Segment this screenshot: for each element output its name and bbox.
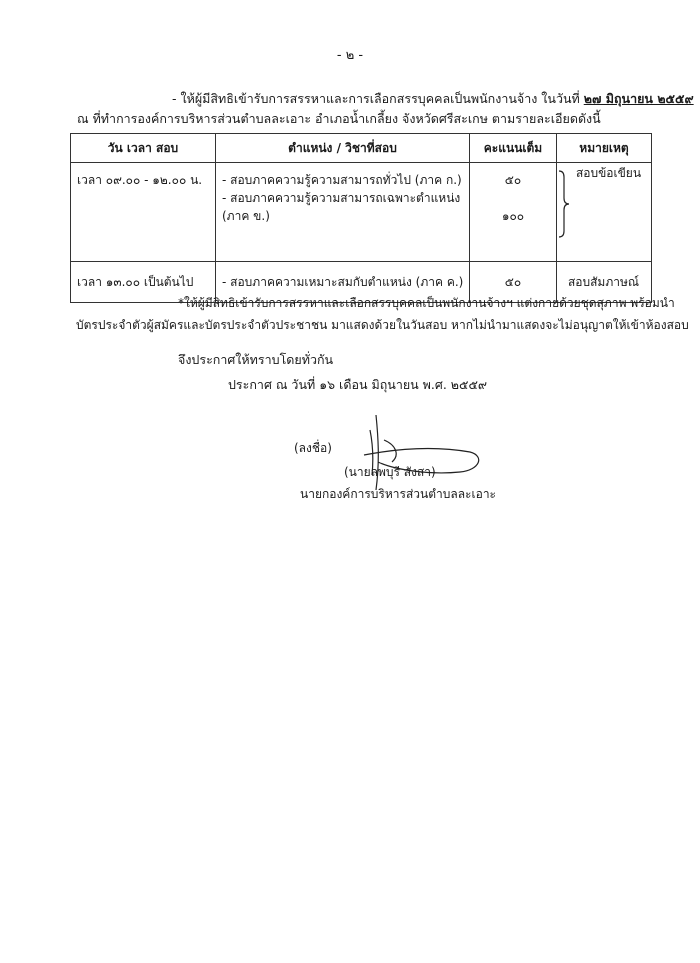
- intro-line-1: [172, 89, 694, 109]
- curly-brace-icon: [557, 169, 571, 239]
- notice-line-2: บัตรประจำตัวผู้สมัครและบัตรประจำตัวประชาชน มาแสดงด้วยในวันสอบ หากไม่นำมาแสดงจะไม่อนุญาตให้เข้าห้องสอบ: [76, 318, 689, 332]
- closing-text: จึงประกาศให้ทราบโดยทั่วกัน: [178, 352, 334, 367]
- subject-item: (ภาค ข.): [222, 209, 270, 223]
- announcement-date: ประกาศ ณ วันที่ ๑๖ เดือน มิถุนายน พ.ศ. ๒๕๕๙: [228, 377, 488, 392]
- row-subjects: [216, 163, 470, 262]
- intro-line-2: ณ ที่ทำการองค์การบริหารส่วนตำบลละเอาะ อำเภอน้ำเกลี้ยง จังหวัดศรีสะเกษ ตามรายละเอียดดังนี้: [77, 111, 601, 126]
- exam-date: ๒๗ มิถุนายน ๒๕๕๙: [583, 91, 694, 106]
- page-number: - ๒ -: [336, 48, 364, 63]
- header-subject: ตำแหน่ง / วิชาที่สอบ: [216, 134, 470, 163]
- score-value: ๕๐: [504, 275, 522, 289]
- signer-position: นายกองค์การบริหารส่วนตำบลละเอาะ: [300, 487, 496, 501]
- exam-schedule-table: [70, 133, 652, 303]
- table-header-row: [71, 134, 652, 163]
- signer-name: (นายลพบุรี สังสา): [344, 465, 436, 479]
- score-value: ๑๐๐: [501, 209, 525, 223]
- row-scores: [470, 163, 557, 262]
- subject-item: - สอบภาคความรู้ความสามารถเฉพาะตำแหน่ง: [222, 191, 461, 205]
- notice-line-1: *ให้ผู้มีสิทธิเข้ารับการสรรหาและเลือกสรรบุคคลเป็นพนักงานจ้างฯ แต่งกายด้วยชุดสุภาพ พร้อมนำ: [178, 296, 675, 310]
- remark-text: สอบข้อเขียน: [575, 166, 642, 180]
- header-score: คะแนนเต็ม: [470, 134, 557, 163]
- subject-item: - สอบภาคความเหมาะสมกับตำแหน่ง (ภาค ค.): [222, 275, 464, 289]
- remark-text: สอบสัมภาษณ์: [567, 274, 640, 289]
- subject-item: - สอบภาคความรู้ความสามารถทั่วไป (ภาค ก.): [222, 173, 462, 187]
- score-value: ๕๐: [504, 173, 522, 187]
- signature-tag: (ลงชื่อ): [294, 441, 332, 455]
- intro-text: - ให้ผู้มีสิทธิเข้ารับการสรรหาและการเลือกสรรบุคคลเป็นพนักงานจ้าง ในวันที่: [172, 91, 584, 106]
- table-row: [71, 163, 652, 262]
- row-time: เวลา ๑๓.๐๐ เป็นต้นไป: [71, 262, 216, 303]
- header-time: วัน เวลา สอบ: [71, 134, 216, 163]
- row-remark: [557, 163, 652, 262]
- row-time: เวลา ๐๙.๐๐ - ๑๒.๐๐ น.: [71, 163, 216, 262]
- header-remark: หมายเหตุ: [557, 134, 652, 163]
